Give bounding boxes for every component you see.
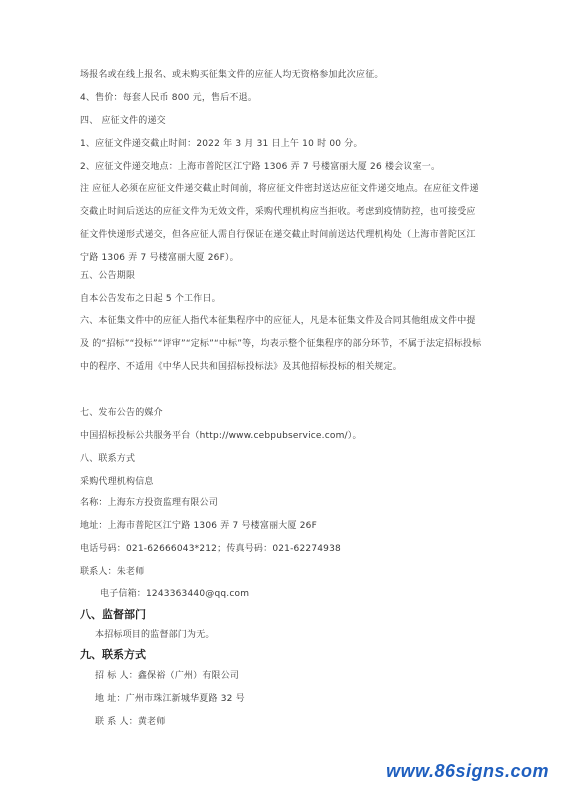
text-line: 自本公告发布之日起 5 个工作日。 [80, 294, 221, 304]
text-line: 地址：上海市普陀区江宁路 1306 弄 7 号楼富丽大厦 26F [80, 521, 317, 531]
paragraph-note: 注 应征人必须在应征文件递交截止时间前，将应征文件密封送达应征文件递交地点。在应征文件递交截止时间后送达的应征文件为无效文件，采购代理机构应当拒收。考虑到疫情防控，也可接受应征文件快递形式递交，但各应征人需自行保证在递交截止时间前送达代理机构处（上海市普陀区江宁路 1306 弄 7 号楼富丽大厦 26F）。 [80, 184, 479, 263]
section-heading: 八、联系方式 [80, 454, 136, 464]
text-line: 电子信箱：1243363440@qq.com [100, 589, 250, 599]
text-line: 地 址：广州市珠江新城华夏路 32 号 [95, 694, 245, 704]
text-line: 本招标项目的监督部门为无。 [95, 630, 215, 640]
text-line: 联系人：朱老师 [80, 567, 145, 577]
text-line: 1、应征文件递交截止时间：2022 年 3 月 31 日上午 10 时 00 分。 [80, 139, 363, 149]
text-line: 2、应征文件递交地点：上海市普陀区江宁路 1306 弄 7 号楼富丽大厦 26 楼会议室一。 [80, 162, 441, 172]
text-line: 联 系 人：黄老师 [95, 717, 166, 727]
paragraph-six: 六、本征集文件中的应征人指代本征集程序中的应征人，凡是本征集文件及合同其他组成文件中提及 的“招标”“投标”“评审”“定标”“中标”等，均表示整个征集程序的部分环节，不属于法定招标投标中的程序、不适用《中华人民共和国招标投标法》及其他招标投标的相关规定。 [80, 316, 482, 372]
section-heading: 七、发布公告的媒介 [80, 408, 163, 418]
section-heading: 五、公告期限 [80, 271, 136, 281]
text-line: 中国招标投标公共服务平台（http://www.cebpubservice.com/）。 [80, 431, 362, 441]
text-line: 场报名或在线上报名、或未购买征集文件的应征人均无资格参加此次应征。 [80, 70, 384, 80]
text-line: 电话号码：021-62666043*212；传真号码：021-62274938 [80, 544, 341, 554]
text-line: 名称：上海东方投资监理有限公司 [80, 498, 219, 508]
section-heading: 四、 应征文件的递交 [80, 116, 166, 126]
text-line: 采购代理机构信息 [80, 477, 154, 487]
section-heading: 八、监督部门 [80, 608, 146, 621]
text-line: 招 标 人：鑫保裕（广州）有限公司 [95, 671, 240, 681]
text-line: 4、售价：每套人民币 800 元，售后不退。 [80, 93, 258, 103]
section-heading: 九、联系方式 [80, 648, 146, 661]
watermark-text: www.86signs.com [386, 761, 549, 781]
